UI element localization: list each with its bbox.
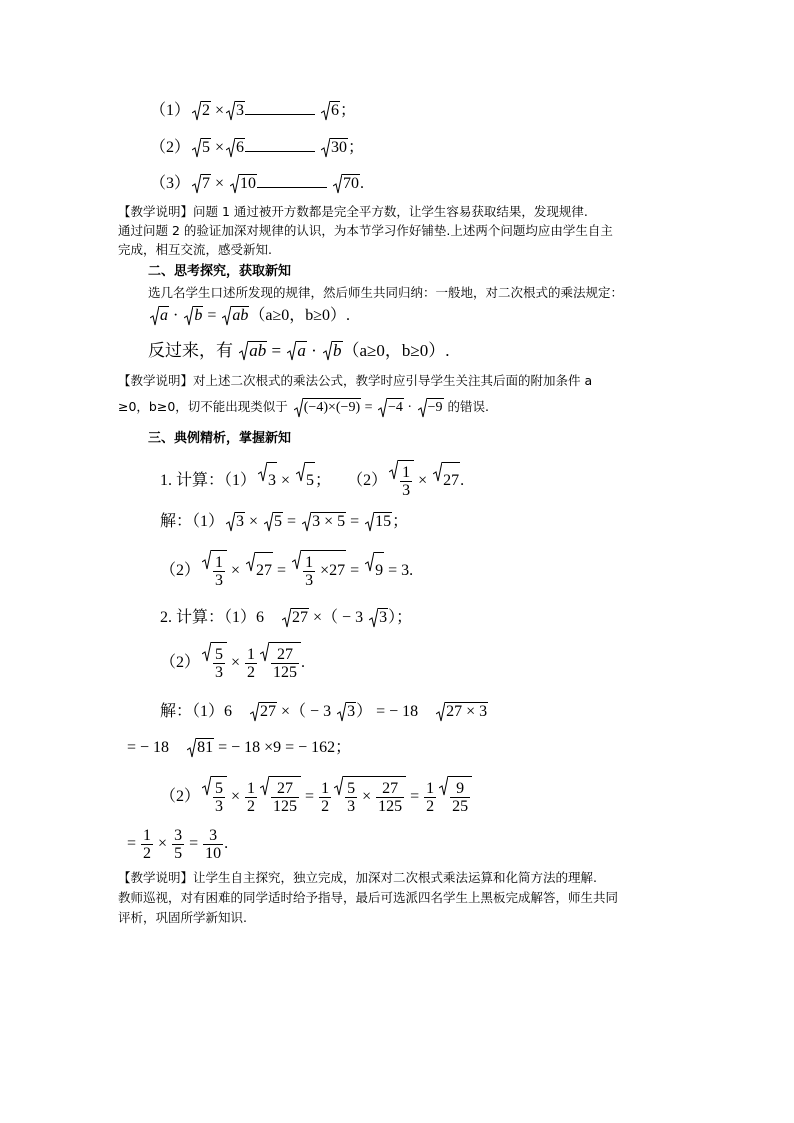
denominator: 3: [215, 571, 224, 589]
sqrt: [433, 462, 460, 499]
radicand: 10: [240, 175, 257, 192]
label: （2）: [160, 654, 201, 671]
equals: =: [283, 513, 301, 530]
radicand: 27: [260, 703, 277, 720]
numerator: 1: [426, 779, 435, 797]
text: ） = − 18: [356, 703, 435, 720]
denominator: 125: [378, 797, 403, 815]
radicand: 9: [374, 552, 384, 589]
sqrt: [260, 642, 301, 681]
condition: （a≥0，b≥0）.: [249, 307, 351, 324]
radicand: 15: [375, 513, 392, 530]
times: ×: [215, 175, 225, 192]
note2-line2: [118, 398, 489, 417]
fraction: [424, 780, 436, 815]
times: ×: [154, 835, 172, 852]
text: 反过来，有: [148, 341, 238, 360]
denominator: 125: [273, 797, 298, 815]
punct: .: [301, 654, 306, 671]
radicand: 5: [305, 462, 315, 499]
sqrt: [369, 608, 388, 627]
sqrt: [202, 642, 227, 681]
example-1-question: [160, 460, 464, 499]
reverse-rule: [148, 341, 449, 360]
numerator: 3: [174, 826, 183, 844]
text: ≥0，b≥0，切不能出现类似于: [118, 399, 292, 414]
times: ×: [227, 788, 245, 805]
denominator: 25: [452, 797, 469, 815]
times: ×: [227, 654, 245, 671]
times: ×27: [316, 562, 346, 579]
times: ×: [215, 139, 225, 156]
numerator: 1: [215, 553, 224, 571]
punct: ；: [392, 513, 409, 530]
punct: ）；: [388, 609, 413, 626]
radicand: 2: [202, 102, 211, 119]
sqrt: [333, 174, 360, 193]
sqrt: [230, 174, 257, 193]
question-1: [150, 100, 356, 120]
equals: =: [273, 562, 291, 579]
question-2: [150, 137, 364, 157]
answer-blank[interactable]: [245, 100, 315, 115]
text: 解：（1）: [160, 513, 225, 530]
denominator: 5: [174, 844, 183, 862]
note3-line1: 【教学说明】让学生自主探究，独立完成，加深对二次根式乘法运算和化简方法的理解.: [118, 870, 597, 885]
radicand: 7: [202, 175, 211, 192]
answer-blank[interactable]: [257, 173, 327, 188]
fraction: [203, 827, 223, 862]
radicand: (−4)×(−9): [303, 400, 361, 415]
section-3-title: 三、典例精析，掌握新知: [148, 431, 292, 446]
example-1-solution-1: [160, 512, 408, 531]
punct: ；: [315, 472, 332, 489]
sqrt: [296, 462, 315, 499]
label: （1）: [150, 102, 191, 119]
numerator: 5: [215, 779, 224, 797]
example-1-solution-2: [160, 550, 413, 589]
fraction: [450, 780, 470, 815]
sqrt: [365, 552, 384, 589]
radicand: 81: [197, 739, 214, 756]
note1-line3: 完成，相互交流，感受新知.: [118, 242, 272, 257]
example-2-solution-1b: [127, 738, 351, 757]
radicand: −9: [427, 400, 443, 415]
fraction: [213, 780, 225, 815]
numerator: 1: [321, 779, 330, 797]
denominator: 2: [321, 797, 330, 815]
radicand: 3: [379, 609, 388, 626]
numerator: 1: [305, 553, 314, 571]
fraction: [271, 646, 299, 681]
sqrt: [184, 306, 203, 325]
fraction: [245, 780, 257, 815]
example-2-solution-2: [160, 776, 472, 815]
times: ×: [227, 562, 245, 579]
sqrt: [323, 341, 343, 360]
equals: =: [185, 835, 203, 852]
example-2-solution-3: [127, 826, 228, 862]
sqrt: [436, 702, 488, 721]
sqrt: [246, 552, 273, 589]
denominator: 3: [347, 797, 356, 815]
question-3: [150, 173, 364, 193]
radicand: 3: [267, 462, 277, 499]
sqrt: [365, 512, 392, 531]
radicand: a: [160, 307, 168, 324]
text: 的错误.: [443, 399, 489, 414]
fraction: [400, 464, 412, 499]
sqrt: [260, 776, 301, 815]
sqrt: [321, 138, 348, 157]
radicand: b: [194, 307, 203, 324]
note1-line1: 【教学说明】问题 1 通过被开方数都是完全平方数，让学生容易获取结果，发现规律.: [118, 204, 588, 219]
numerator: 1: [247, 779, 256, 797]
punct: ；: [348, 139, 365, 156]
sqrt: [337, 702, 356, 721]
equals: =: [346, 562, 364, 579]
numerator: 27: [271, 646, 299, 664]
sqrt: [258, 462, 277, 499]
denominator: 3: [402, 481, 411, 499]
equals: =: [301, 788, 319, 805]
punct: .: [224, 835, 229, 852]
times: ×: [358, 788, 376, 805]
note1-line2: 通过问题 2 的验证加深对规律的认识，为本节学习作好铺垫.上述两个问题均应由学生自主: [118, 223, 613, 238]
radicand: 3: [236, 102, 245, 119]
label: （3）: [150, 175, 191, 192]
radicand: 6: [331, 102, 340, 119]
text: = − 18: [127, 739, 186, 756]
sqrt: [292, 550, 346, 589]
sqrt: [202, 776, 227, 815]
sqrt: [294, 398, 361, 417]
condition: （a≥0，b≥0）.: [342, 341, 450, 360]
radicand: 3: [236, 513, 245, 530]
sqrt: [378, 398, 404, 417]
dot: ·: [403, 400, 416, 415]
numerator: 1: [247, 645, 256, 663]
denominator: 2: [426, 797, 435, 815]
times: ×: [277, 472, 295, 489]
radicand: 6: [236, 139, 245, 156]
example-2-solution-1: [160, 702, 488, 721]
fraction: [345, 780, 357, 815]
punct: .: [460, 472, 465, 489]
label: （2）: [150, 139, 191, 156]
numerator: 1: [143, 826, 152, 844]
sqrt: [334, 776, 406, 815]
numerator: 3: [203, 827, 223, 845]
label: （2）: [160, 562, 201, 579]
sqrt: [287, 341, 307, 360]
note3-line3: 评析，巩固所学新知识.: [118, 910, 247, 925]
sqrt: [202, 550, 227, 589]
sqrt: [321, 101, 340, 120]
numerator: 27: [271, 780, 299, 798]
text: ×（ − 3: [277, 703, 336, 720]
dot: ·: [169, 307, 183, 324]
times: ×: [215, 102, 225, 119]
radicand: ab: [232, 307, 249, 324]
numerator: 5: [347, 779, 356, 797]
sqrt: [192, 138, 211, 157]
times: ×: [245, 513, 263, 530]
denominator: 125: [273, 663, 298, 681]
numerator: 9: [450, 780, 470, 798]
sqrt: [222, 306, 249, 325]
section-2-title: 二、思考探究，获取新知: [148, 264, 292, 279]
numerator: 27: [376, 780, 404, 798]
sqrt: [250, 702, 277, 721]
radicand: 27: [292, 609, 309, 626]
radicand: 3: [347, 703, 356, 720]
sqrt: [239, 341, 267, 360]
sqrt: [264, 512, 283, 531]
denominator: 2: [143, 844, 152, 862]
text: = − 18 ×9 = − 162；: [214, 739, 352, 756]
example-2-question: [160, 608, 412, 627]
radicand: 27: [255, 552, 273, 589]
numerator: 5: [215, 645, 224, 663]
note3-line2: 教师巡视，对有困难的同学适时给予指导，最后可选派四名学生上黑板完成解答，师生共同: [118, 890, 619, 905]
times: ×: [414, 472, 432, 489]
radicand: a: [297, 341, 306, 360]
section-2-line1: 选几名学生口述所发现的规律，然后师生共同归纳：一般地，对二次根式的乘法规定：: [148, 285, 624, 300]
radicand: 5: [202, 139, 211, 156]
sqrt: [389, 460, 414, 499]
fraction: [245, 646, 257, 681]
punct: ；: [340, 102, 357, 119]
text: 2. 计算：（1）6: [160, 609, 281, 626]
radicand: 27: [442, 462, 460, 499]
sqrt: [226, 512, 245, 531]
radicand: 30: [331, 139, 348, 156]
sqrt: [418, 398, 444, 417]
example-2-question-2: [160, 642, 305, 681]
sqrt: [282, 608, 309, 627]
result: = 3.: [384, 562, 414, 579]
sqrt: [187, 738, 214, 757]
denominator: 2: [247, 797, 256, 815]
radicand: 5: [274, 513, 283, 530]
equals: =: [267, 341, 286, 360]
denominator: 10: [205, 844, 222, 862]
denominator: 2: [247, 663, 256, 681]
note2-line1: 【教学说明】对上述二次根式的乘法公式，教学时应引导学生关注其后面的附加条件 a: [118, 373, 593, 388]
radicand: 27 × 3: [446, 703, 488, 720]
equals: =: [203, 307, 221, 324]
denominator: 3: [305, 571, 314, 589]
denominator: 3: [215, 663, 224, 681]
sqrt: [226, 101, 245, 120]
text: ×（ − 3: [309, 609, 368, 626]
radicand: 70: [343, 175, 360, 192]
text: 1. 计算：（1）: [160, 472, 257, 489]
fraction: [172, 827, 184, 862]
denominator: 3: [215, 797, 224, 815]
equals: =: [127, 835, 141, 852]
sqrt: [192, 101, 211, 120]
sqrt: [439, 776, 472, 815]
numerator: 1: [402, 463, 411, 481]
label: （2）: [347, 472, 388, 489]
equals: =: [406, 788, 424, 805]
punct: .: [360, 175, 365, 192]
radicand: −4: [388, 400, 403, 415]
fraction: [213, 554, 225, 589]
multiplication-rule: [148, 306, 350, 325]
fraction: [271, 780, 299, 815]
fraction: [141, 827, 153, 862]
sqrt: [302, 512, 346, 531]
equals: =: [361, 400, 377, 415]
fraction: [213, 646, 225, 681]
text: 解：（1）6: [160, 703, 249, 720]
radicand: ab: [249, 341, 267, 360]
sqrt: [192, 174, 211, 193]
radicand: b: [333, 341, 342, 360]
equals: =: [346, 513, 364, 530]
fraction: [303, 554, 315, 589]
fraction: [376, 780, 404, 815]
label: （2）: [160, 788, 201, 805]
sqrt: [226, 138, 245, 157]
sqrt: [150, 306, 169, 325]
fraction: [319, 780, 331, 815]
radicand: 3 × 5: [312, 513, 346, 530]
answer-blank[interactable]: [245, 137, 315, 152]
dot: ·: [306, 341, 322, 360]
